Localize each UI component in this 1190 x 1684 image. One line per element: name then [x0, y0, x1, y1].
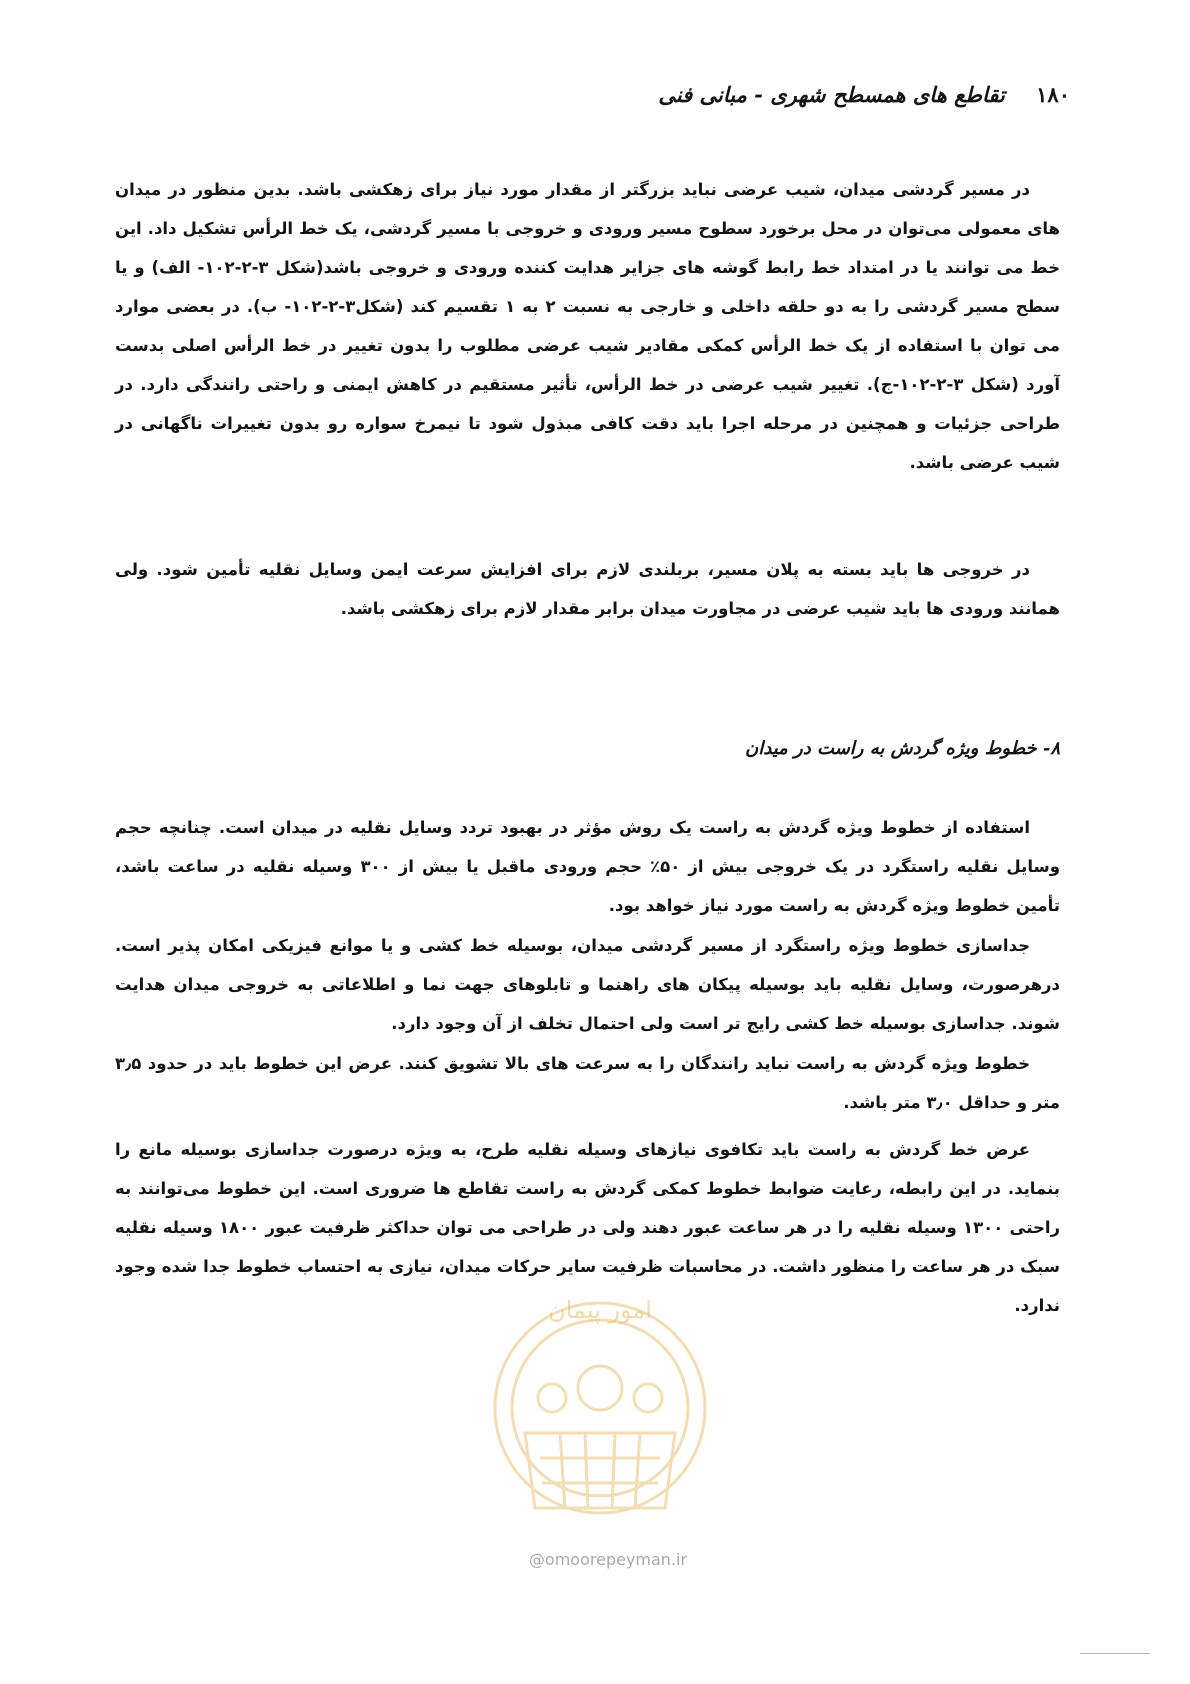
paragraph-right-turn-lanes-intro: استفاده از خطوط ویژه گردش به راست یک روش مؤثر در بهبود تردد وسایل نقلیه در میدان است. چنانچه حجم وسایل نقلیه راستگرد در یک خروجی بیش از ۵۰٪ حجم ورودی ماقبل یا بیش از ۳۰۰ وسیله نقلیه در ساعت باشد، تأمین خطوط ویژه گردش به راست مورد نیاز خواهد بود. — [115, 818, 1061, 915]
watermark-caption: @omoorepeyman.ir — [528, 1550, 688, 1569]
paragraph-exit-superelevation: در خروجی ها باید بسته به پلان مسیر، بربلندی لازم برای افزایش سرعت ایمن وسایل نقلیه تأمین شود. ولی همانند ورودی ها باید شیب عرضی در مجاورت میدان برابر مقدار لازم برای زهکشی باشد. — [115, 560, 1060, 618]
corner-mark — [1080, 1653, 1150, 1654]
paragraph-lane-width: خطوط ویژه گردش به راست نباید رانندگان را به سرعت های بالا تشویق کنند. عرض این خطوط باید در حدود ۳٫۵ متر و حداقل ۳٫۰ متر باشد. — [115, 1054, 1060, 1112]
paragraph-lane-separation: جداسازی خطوط ویژه راستگرد از مسیر گردشی میدان، بوسیله خط کشی و یا موانع فیزیکی امکان پذیر است. درهرصورت، وسایل نقلیه باید بوسیله پیکان های راهنما و تابلوهای جهت نما و اطلاعاتی به خروجی میدان هدایت شوند. جداسازی بوسیله خط کشی رایج تر است ولی احتمال تخلف از آن وجود دارد. — [115, 936, 1060, 1033]
paragraph-cross-slope: در مسیر گردشی میدان، شیب عرضی نباید بزرگتر از مقدار مورد نیاز برای زهکشی باشد. بدین منظور در میدان های معمولی می‌توان در محل برخورد سطوح مسیر ورودی و خروجی با مسیر گردشی، یک خط الرأس تشکیل داد. این خط می توانند یا در امتداد خط رابط گوشه های جزایر هدایت کننده ورودی و خروجی باشد(شکل ۳-۲-۱۰۲- الف) و یا سطح مسیر گردشی را به دو حلقه داخلی و خارجی به نسبت ۲ به ۱ تقسیم کند (شکل۳-۲-۱۰۲- ب). در بعضی موارد می توان با استفاده از یک خط الرأس کمکی مقادیر شیب عرضی مطلوب را بدون تغییر در خط الرأس اصلی بدست آورد (شکل ۳-۲-۱۰۲-ج). تغییر شیب عرضی در خط الرأس، تأثیر مستقیم در کاهش ایمنی و راحتی رانندگی دارد. در طراحی جزئیات و همچنین در مرحله اجرا باید دقت کافی مبذول شود تا نیمرخ سواره رو بدون تغییرات ناگهانی در شیب عرضی باشد. — [115, 180, 1060, 472]
paragraph-lane-capacity: عرض خط گردش به راست باید تکافوی نیازهای وسیله نقلیه طرح، به ویژه درصورت جداسازی بوسیله مانع را بنماید. در این رابطه، رعایت ضوابط خطوط کمکی گردش به راست تقاطع ها ضروری است. این خطوط می‌توانند به راحتی ۱۳۰۰ وسیله نقلیه را در هر ساعت عبور دهند ولی در طراحی می توان حداکثر ظرفیت عبور ۱۸۰۰ وسیله نقلیه سبک در هر ساعت را منظور داشت. در محاسبات ظرفیت سایر حرکات میدان، نیازی به احتساب خطوط جدا شده وجود ندارد. — [115, 1140, 1060, 1315]
section-heading: ۸- خطوط ویژه گردش به راست در میدان — [745, 738, 1060, 759]
header-title: تقاطع های همسطح شهری - مبانی فنی — [658, 82, 1005, 107]
running-header — [470, 82, 1070, 107]
watermark-logo-text: امور پیمان — [548, 1296, 652, 1324]
page-number: ۱۸۰ — [1036, 82, 1070, 107]
